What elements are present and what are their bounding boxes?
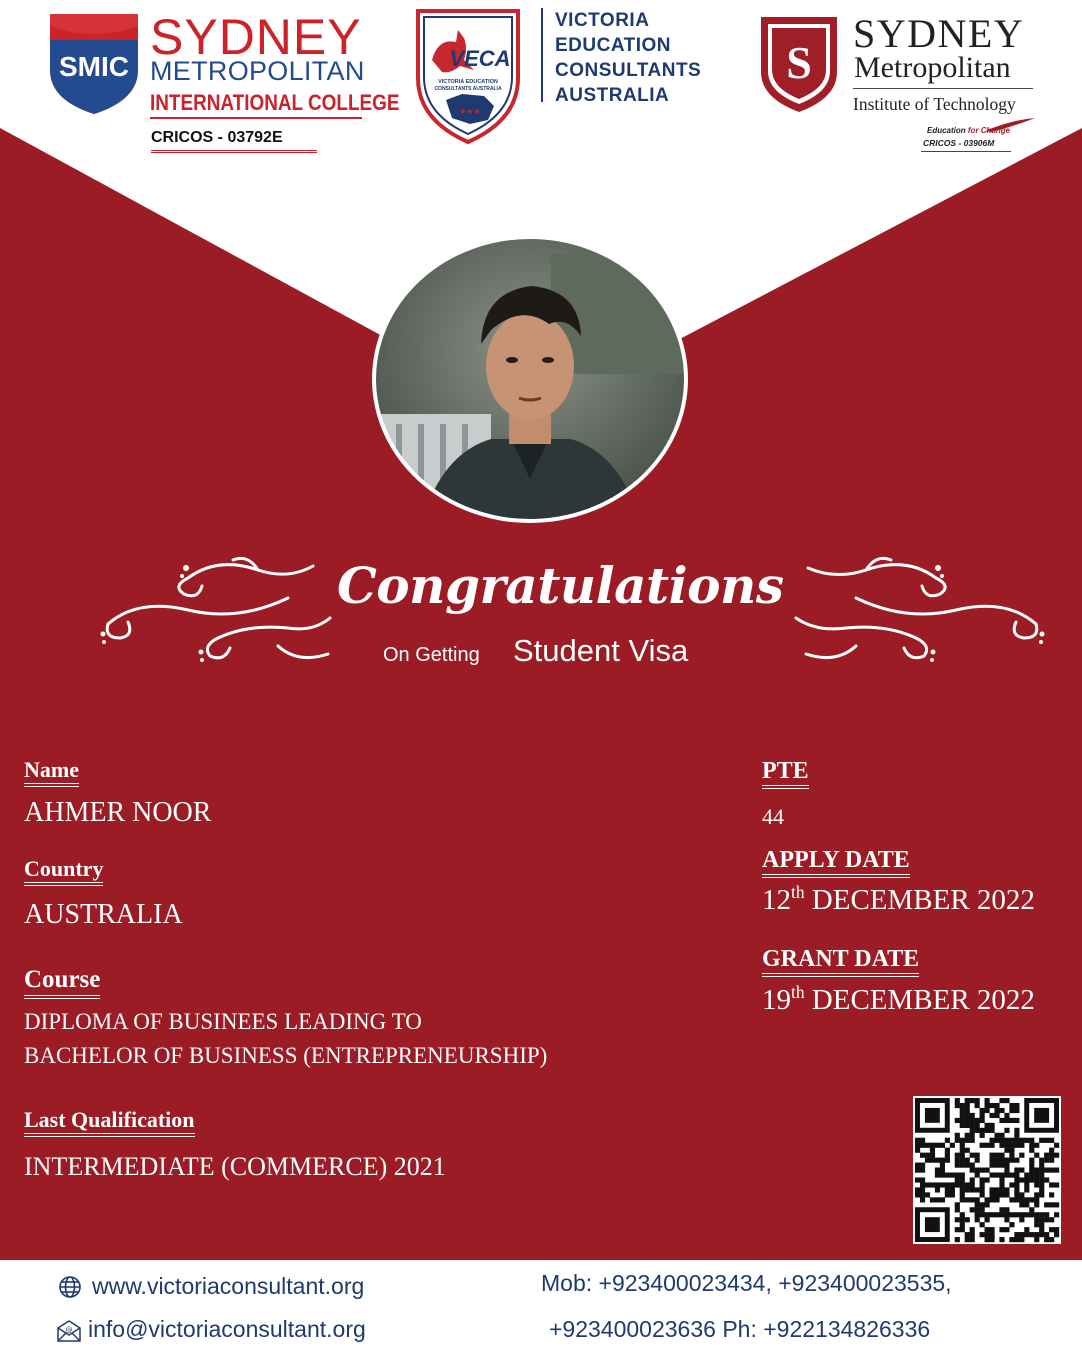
- veca-line-3: CONSULTANTS: [555, 60, 702, 81]
- apply-date-suffix: th: [791, 882, 805, 902]
- pte-label: PTE: [762, 758, 809, 789]
- left-swirl-ornament: [98, 546, 338, 674]
- student-photo: [371, 234, 689, 524]
- smic-cricos: CRICOS - 03792E: [151, 129, 283, 146]
- apply-date-rest: DECEMBER 2022: [804, 884, 1035, 916]
- smic-badge-text: SMIC: [59, 51, 129, 82]
- country-label: Country: [24, 857, 103, 886]
- email-link[interactable]: info@victoriaconsultant.org: [88, 1316, 366, 1342]
- last-qualification-label: Last Qualification: [24, 1108, 195, 1137]
- name-label: Name: [24, 758, 79, 787]
- smic-divider: [150, 117, 362, 119]
- grant-date-rest: DECEMBER 2022: [804, 984, 1035, 1016]
- smit-tagline: [927, 126, 1010, 135]
- stars-icon: ★★★: [459, 107, 481, 116]
- student-visa-text: Student Visa: [513, 633, 689, 668]
- course-line-1: DIPLOMA OF BUSINEES LEADING TO: [24, 1009, 422, 1034]
- smic-title: SYDNEY: [150, 9, 362, 65]
- smit-shield-letter: S: [786, 37, 812, 88]
- website-link[interactable]: www.victoriaconsultant.org: [92, 1273, 365, 1299]
- smit-title: SYDNEY: [853, 11, 1025, 56]
- grant-date-label: GRANT DATE: [762, 946, 919, 977]
- veca-line-1: VICTORIA: [555, 10, 650, 31]
- smit-subtitle: Metropolitan: [854, 51, 1011, 84]
- smit-tagline-part-2: for Change: [967, 126, 1011, 135]
- congratulations-title: Congratulations: [337, 556, 784, 615]
- smit-tagline-part-1: Education: [927, 126, 968, 135]
- email-icon: [56, 1320, 82, 1342]
- last-qualification-value: INTERMEDIATE (COMMERCE) 2021: [24, 1152, 446, 1181]
- phone-numbers: +923400023636 Ph: +922134826336: [549, 1316, 931, 1342]
- course-line-2: BACHELOR OF BUSINESS (ENTREPRENEURSHIP): [24, 1043, 548, 1068]
- course-label: Course: [24, 966, 100, 999]
- country-value: AUSTRALIA: [24, 899, 183, 930]
- apply-date-day: 12: [762, 884, 791, 916]
- veca-line-4: AUSTRALIA: [555, 85, 670, 106]
- veca-badge-caption-2: CONSULTANTS AUSTRALIA: [434, 86, 502, 92]
- smit-divider: [853, 88, 1033, 89]
- name-value: AHMER NOOR: [24, 797, 212, 828]
- smic-college-line: INTERNATIONAL COLLEGE: [150, 90, 400, 115]
- smic-shield-logo: [46, 12, 142, 116]
- smic-cricos-underline: [151, 150, 317, 153]
- veca-badge-caption-1: VICTORIA EDUCATION: [438, 79, 498, 85]
- grant-date-day: 19: [762, 984, 791, 1016]
- mobile-numbers: Mob: +923400023434, +923400023535,: [541, 1270, 952, 1296]
- veca-badge-text: VECA: [449, 46, 511, 71]
- smit-institute: Institute of Technology: [853, 94, 1016, 114]
- apply-date-label: APPLY DATE: [762, 847, 910, 878]
- veca-shield-logo: [412, 8, 524, 146]
- smic-subtitle: METROPOLITAN: [150, 56, 365, 86]
- right-swirl-ornament: [786, 546, 1048, 674]
- grant-date-suffix: th: [791, 982, 805, 1002]
- grant-date-value: [762, 984, 1035, 1017]
- apply-date-value: [762, 884, 1035, 917]
- on-getting-text: On Getting: [383, 644, 480, 666]
- smit-shield-logo: [758, 14, 840, 114]
- qr-code[interactable]: [913, 1096, 1061, 1244]
- veca-line-2: EDUCATION: [555, 35, 672, 56]
- globe-icon: [58, 1275, 82, 1299]
- pte-value: 44: [762, 804, 784, 829]
- smit-cricos-underline: [921, 151, 1011, 152]
- smit-cricos: CRICOS - 03906M: [923, 138, 995, 148]
- veca-divider: [541, 8, 543, 102]
- veca-name-block: [555, 8, 701, 108]
- svg-text:@: @: [65, 1326, 73, 1334]
